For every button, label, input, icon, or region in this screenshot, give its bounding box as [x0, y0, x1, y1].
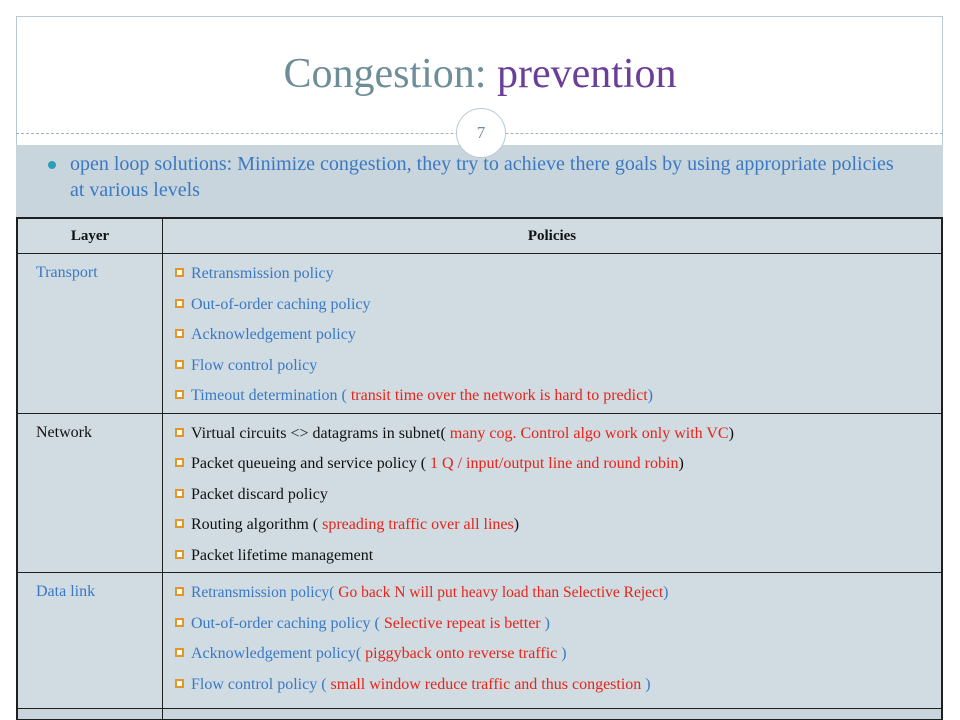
checkbox-bullet-icon: [175, 299, 184, 308]
list-item: [175, 610, 941, 641]
table-row-transport: [17, 254, 942, 414]
title-main: Congestion:: [283, 51, 497, 97]
policy-note: transit time over the network is hard to predict: [350, 387, 648, 404]
list-item: [175, 481, 941, 512]
table-row-partial: [17, 709, 942, 720]
policies-cell: [163, 413, 943, 573]
checkbox-bullet-icon: [175, 360, 184, 369]
policy-text: Routing algorithm (: [191, 516, 323, 533]
table-header-row: [17, 218, 942, 254]
policy-close: ): [728, 424, 734, 442]
list-item: [175, 420, 941, 451]
policy-close: ): [561, 645, 567, 662]
checkbox-bullet-icon: [175, 648, 184, 657]
list-item: [175, 511, 941, 542]
policy-text: Virtual circuits <> datagrams in subnet(: [191, 424, 450, 442]
list-item: [175, 671, 941, 702]
checkbox-bullet-icon: [175, 618, 184, 627]
checkbox-bullet-icon: [175, 550, 184, 559]
policy-list: [163, 414, 941, 573]
list-item: [175, 579, 941, 610]
layer-cell: [17, 573, 163, 709]
policy-text: Acknowledgement policy: [191, 326, 356, 343]
policies-table: [16, 217, 943, 720]
checkbox-bullet-icon: [175, 489, 184, 498]
list-item: [175, 321, 941, 352]
intro-text: open loop solutions: Minimize congestion, they try to achieve there goals by using appropriate policies at various levels: [70, 153, 894, 201]
header-layer: Layer: [17, 218, 163, 254]
intro-bullet: [48, 151, 908, 203]
list-item: [175, 542, 941, 573]
layer-name: Network: [36, 423, 92, 441]
policy-close: ): [647, 387, 653, 404]
policy-text: Packet queueing and service policy (: [191, 455, 431, 472]
policy-close: ): [645, 675, 651, 693]
policy-note: spreading traffic over all lines: [322, 516, 514, 533]
policy-close: ): [513, 516, 520, 533]
checkbox-bullet-icon: [175, 519, 184, 528]
list-item: [175, 640, 941, 671]
slide-title: [0, 48, 960, 100]
policies-cell: [163, 709, 943, 720]
layer-cell: [17, 413, 163, 573]
layer-cell: [17, 709, 163, 720]
policy-note: 1 Q / input/output line and round robin: [430, 455, 679, 472]
policy-text: Flow control policy (: [191, 675, 331, 693]
header-policies: Policies: [163, 218, 943, 254]
page-number-badge: 7: [456, 108, 506, 158]
policy-close: ): [663, 584, 669, 601]
title-accent: prevention: [496, 51, 677, 97]
policy-text: Flow control policy: [191, 356, 318, 374]
policy-note: piggyback onto reverse traffic: [365, 645, 562, 662]
list-item: [175, 291, 941, 322]
policy-list: [163, 254, 941, 413]
table-row-data-link: [17, 573, 942, 709]
checkbox-bullet-icon: [175, 587, 184, 596]
policy-list: [163, 573, 941, 701]
policy-text: Packet discard policy: [191, 485, 328, 503]
checkbox-bullet-icon: [175, 390, 184, 399]
checkbox-bullet-icon: [175, 458, 184, 467]
list-item: [175, 260, 941, 291]
list-item: [175, 450, 941, 481]
policy-close: ): [544, 614, 550, 632]
policy-text: Out-of-order caching policy (: [191, 614, 384, 632]
list-item: [175, 382, 941, 413]
policy-text: Retransmission policy: [191, 265, 334, 282]
checkbox-bullet-icon: [175, 428, 184, 437]
checkbox-bullet-icon: [175, 679, 184, 688]
policy-text: Timeout determination (: [191, 387, 351, 404]
list-item: [175, 352, 941, 383]
checkbox-bullet-icon: [175, 329, 184, 338]
checkbox-bullet-icon: [175, 268, 184, 277]
policy-text: Acknowledgement policy(: [191, 645, 366, 662]
policy-close: ): [678, 455, 684, 472]
layer-name: Data link: [36, 583, 96, 600]
bullet-dot-icon: [48, 161, 56, 169]
policy-note: Selective repeat is better: [383, 614, 545, 632]
policies-cell: [163, 573, 943, 709]
policy-note: small window reduce traffic and thus congestion: [330, 675, 646, 693]
policy-text: Retransmission policy(: [191, 584, 339, 601]
policy-text: Packet lifetime management: [191, 546, 374, 564]
policy-text: Out-of-order caching policy: [191, 295, 371, 313]
policy-note: many cog. Control algo work only with VC: [449, 424, 729, 442]
layer-cell: [17, 254, 163, 414]
table-row-network: [17, 413, 942, 573]
layer-name: Transport: [36, 264, 98, 281]
policies-cell: [163, 254, 943, 414]
policy-note: Go back N will put heavy load than Selective Reject: [338, 584, 664, 601]
